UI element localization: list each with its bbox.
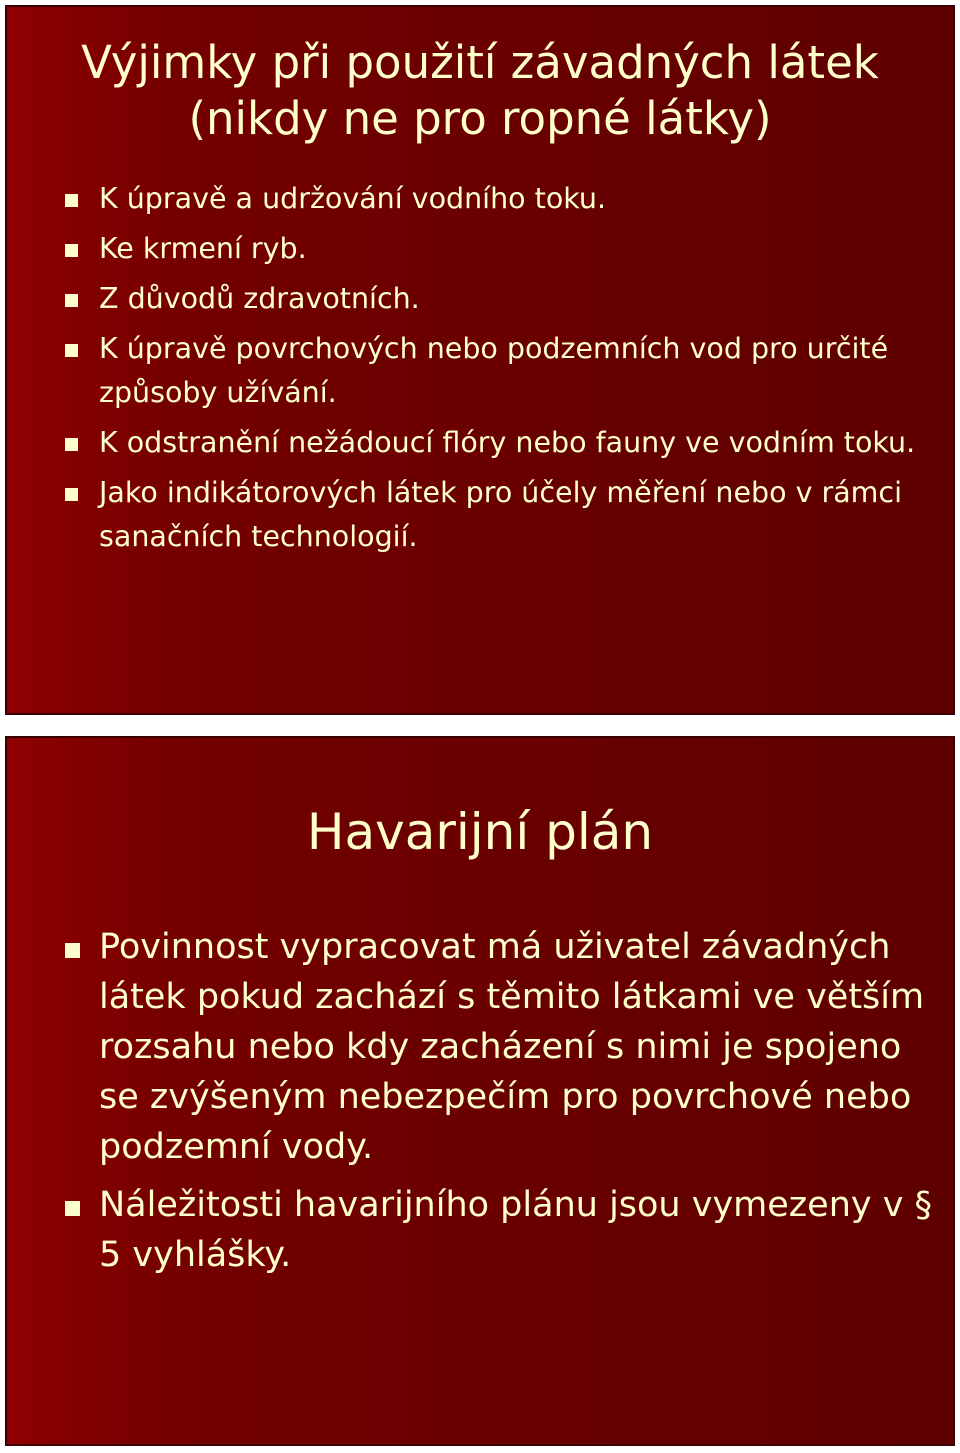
slide-title: Havarijní plán xyxy=(306,803,654,861)
list-item xyxy=(63,277,923,321)
bullet-text: Ke krmení ryb. xyxy=(99,232,307,265)
list-item xyxy=(63,327,923,415)
bullet-text: Jako indikátorových látek pro účely měření nebo v rámci sanačních technologií. xyxy=(99,476,903,553)
square-bullet-icon xyxy=(65,194,78,207)
title-line-1: Výjimky při použití závadných látek xyxy=(81,36,879,89)
list-item xyxy=(63,1180,933,1280)
list-item xyxy=(63,471,923,559)
square-bullet-icon xyxy=(65,344,78,357)
bullet-text: Povinnost vypracovat má uživatel závadných látek pokud zachází s těmito látkami ve větším rozsahu nebo kdy zacházení s nimi je spojeno se zvýšeným nebezpečím pro povrchové nebo podzemní vody. xyxy=(99,927,925,1167)
list-item xyxy=(63,922,933,1172)
slide-title xyxy=(27,35,933,147)
square-bullet-icon xyxy=(65,438,78,451)
bullet-text: K úpravě povrchových nebo podzemních vod pro určité způsoby užívání. xyxy=(99,332,889,409)
slide-exceptions xyxy=(5,5,955,715)
list-item xyxy=(63,227,923,271)
bullet-list xyxy=(63,177,923,565)
square-bullet-icon xyxy=(65,943,80,958)
bullet-text: K odstranění nežádoucí flóry nebo fauny ve vodním toku. xyxy=(99,426,916,459)
title-line-2: (nikdy ne pro ropné látky) xyxy=(188,92,772,145)
list-item xyxy=(63,177,923,221)
bullet-text: Náležitosti havarijního plánu jsou vymezeny v § 5 vyhlášky. xyxy=(99,1185,933,1275)
square-bullet-icon xyxy=(65,1201,80,1216)
bullet-text: Z důvodů zdravotních. xyxy=(99,282,420,315)
square-bullet-icon xyxy=(65,244,78,257)
slide-emergency-plan xyxy=(5,736,955,1446)
bullet-list xyxy=(63,922,933,1288)
square-bullet-icon xyxy=(65,294,78,307)
square-bullet-icon xyxy=(65,488,78,501)
list-item xyxy=(63,421,923,465)
bullet-text: K úpravě a udržování vodního toku. xyxy=(99,182,607,215)
